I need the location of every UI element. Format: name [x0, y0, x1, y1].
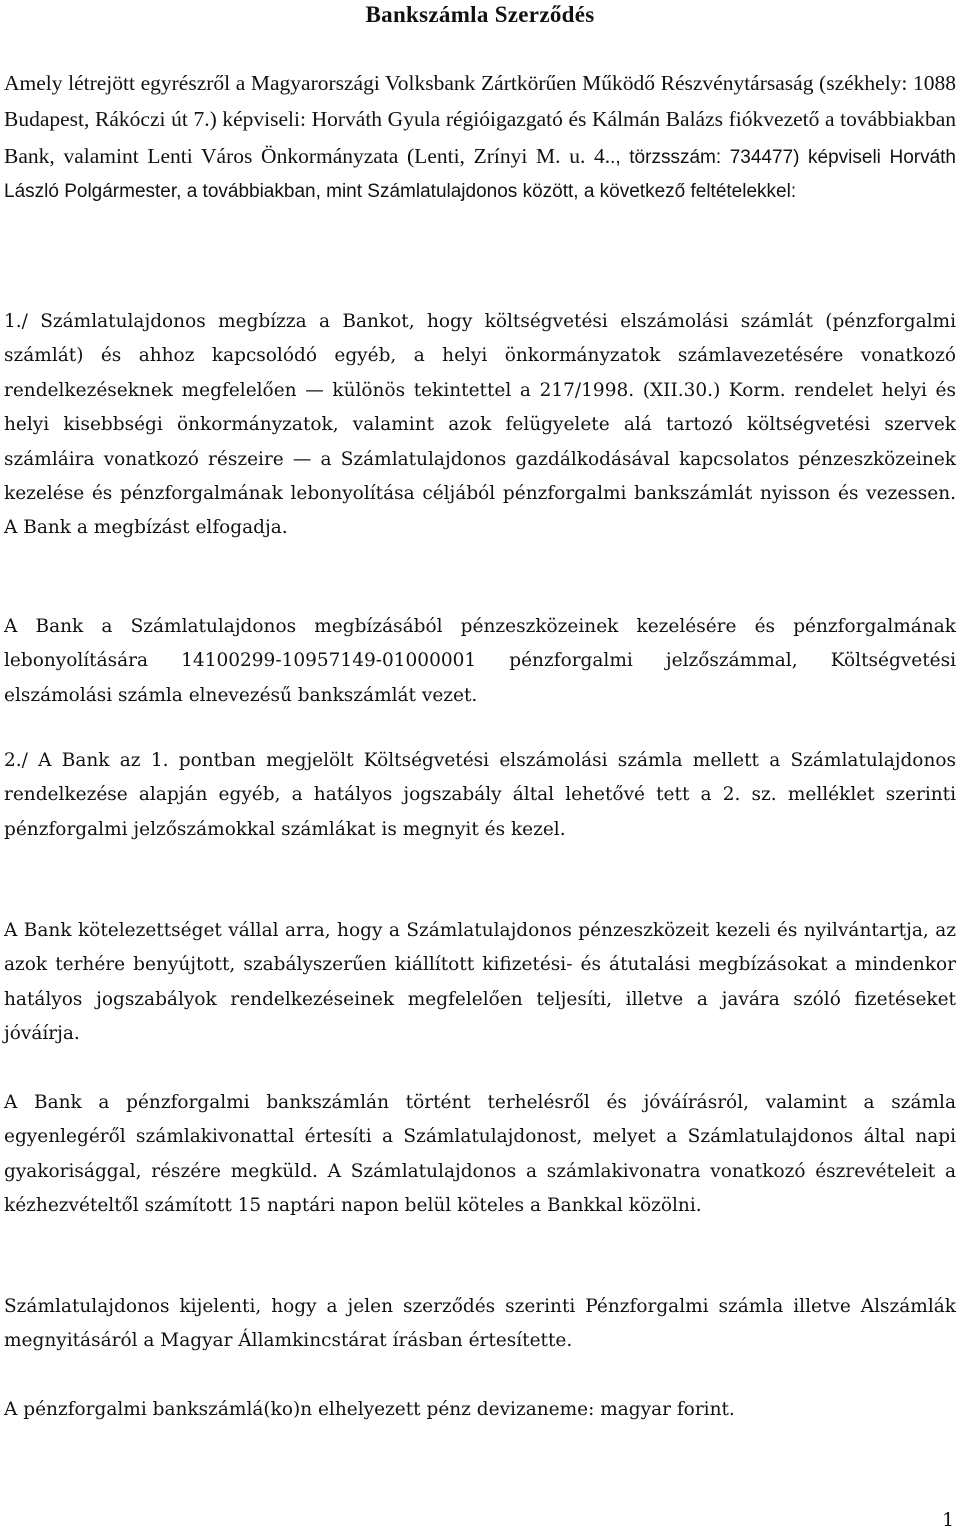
intro-text-serif: Amely létrejött egyrészről a Magyarországi Volksbank Zártkörűen Működő Részvénytársaság (székhely: 1088 Budapest, Rákóczi út 7.) képviseli: Horváth Gyula régióigazgató és Kálmán Balázs fiókvezető a továbbiakban Bank, valamint Lenti Város Önkormányzata (Lenti, Zrínyi M. u. 4.	[4, 71, 956, 168]
paragraph-bank-obligations: A Bank kötelezettséget vállal arra, hogy a Számlatulajdonos pénzeszközeit kezeli és nyilvántartja, az azok terhére benyújtott, szabályszerűen kiállított kifizetési- és átutalási megbízásokat a mindenkor hatályos jogszabályok rendelkezéseinek megfelelően teljesíti, illetve a javára szóló fizetéseket jóváírja.	[4, 920, 956, 1045]
paragraph-currency: A pénzforgalmi bankszámlá(ko)n elhelyezett pénz devizaneme: magyar forint.	[4, 1399, 735, 1420]
document-page	[4, 0, 956, 1537]
document-title: Bankszámla Szerződés	[365, 2, 595, 27]
paragraph-account-number: A Bank a Számlatulajdonos megbízásából pénzeszközeinek kezelésére és pénzforgalmának lebonyolítására 14100299-10957149-01000001 pénzforgalmi jelzőszámmal, Költségvetési elszámolási számla elnevezésű bankszámlát vezet.	[4, 616, 956, 706]
intro-paragraph	[4, 66, 956, 210]
paragraph-1-mandate: 1./ Számlatulajdonos megbízza a Bankot, hogy költségvetési elszámolási számlát (pénzforgalmi számlát) és ahhoz kapcsolódó egyéb, a helyi önkormányzatok számlavezetésére vonatkozó rendelkezéseknek megfelelően — különös tekintettel a 217/1998. (XII.30.) Korm. rendelet helyi és helyi kisebbségi önkormányzatok, valamint azok felügyelete alá tartozó költségvetési szervek számláira vonatkozó részeire — a Számlatulajdonos gazdálkodásával kapcsolatos pénzeszközeinek kezelése és pénzforgalmának lebonyolítása céljából pénzforgalmi bankszámlát nyisson és vezessen. A Bank a megbízást elfogadja.	[4, 311, 956, 539]
paragraph-statements: A Bank a pénzforgalmi bankszámlán történt terhelésről és jóváírásról, valamint a számla egyenlegéről számlakivonattal értesíti a Számlatulajdonost, melyet a Számlatulajdonos által napi gyakorisággal, részére megküld. A Számlatulajdonos a számlakivonatra vonatkozó észrevételeit a kézhezvételtől számított 15 naptári napon belül köteles a Bankkal közölni.	[4, 1092, 956, 1217]
page-number: 1	[942, 1510, 954, 1531]
paragraph-2-other-accounts: 2./ A Bank az 1. pontban megjelölt Költségvetési elszámolási számla mellett a Számlatulajdonos rendelkezése alapján egyéb, a hatályos jogszabály által lehetővé tett a 2. sz. melléklet szerinti pénzforgalmi jelzőszámokkal számlákat is megnyit és kezel.	[4, 750, 956, 840]
intro-text-sans: ., törzsszám: 734477) képviseli Horváth László Polgármester, a továbbiakban, mint Számlatulajdonos között, a következő feltételekkel:	[4, 146, 957, 203]
paragraph-treasury-notice: Számlatulajdonos kijelenti, hogy a jelen szerződés szerinti Pénzforgalmi számla illetve Alszámlák megnyitásáról a Magyar Államkincstárat írásban értesítette.	[4, 1296, 956, 1352]
